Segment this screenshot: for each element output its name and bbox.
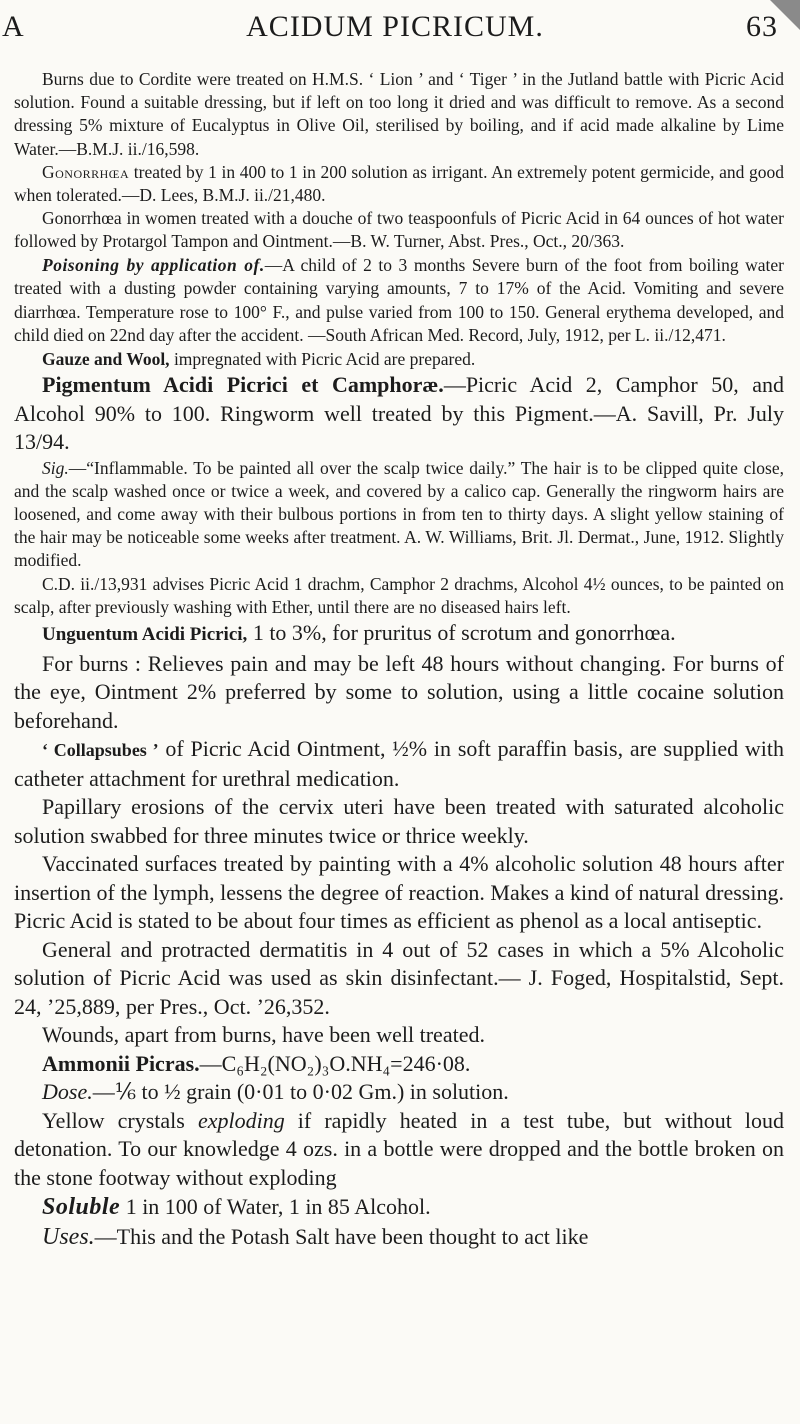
paragraph-ammonii-picras: Ammonii Picras.—C₆H₂(NO₂)₃O.NH₄=246·08. [42,1050,471,1076]
paragraph-heading: Sig. [42,457,69,478]
paragraph-heading: Ammonii Picras. [42,1050,200,1076]
paragraph-gonorrhoea-women: Gonorrhœa in women treated with a douche of two teaspoonfuls of Picric Acid in 64 ounces of hot water followed by Protargol Tampon and Ointment.—B. W. Turner, Abst. Pres., Oct., 20/363. [14,208,784,252]
paragraph-burns: For burns : Relieves pain and may be left 48 hours without changing. For burns of the eye, Ointment 2% preferred by some to solution, using a little cocaine solution beforehand. [14,650,784,733]
paragraph-yellow-crystals: Yellow crystals exploding if rapidly heated in a test tube, but without loud detonation. To our knowledge 4 ozs. in a bottle were dropped and the bottle broken on the stone footway without exploding [14,1107,785,1190]
paragraph-heading: Pigmentum Acidi Picrici et Camphoræ. [42,372,444,398]
paragraph-heading: ‘ Collapsubes ’ [42,740,159,761]
paragraph-heading: Gonorrhœa [42,161,130,182]
page-number: 63 [746,10,778,43]
paragraph-heading: Dose. [42,1079,93,1105]
paragraph-wounds: Wounds, apart from burns, have been well treated. [42,1022,485,1048]
paragraph-pigmentum: Pigmentum Acidi Picrici et Camphoræ.—Picric Acid 2, Camphor 50, and Alcohol 90% to 100. Ringworm well treated by this Pigment.—A. Savill, Pr. July 13/94. [14,372,784,455]
paragraph-gonorrhoea: Gonorrhœa treated by 1 in 400 to 1 in 200 solution as irrigant. An extremely potent germicide, and good when tolerated.—D. Lees, B.M.J. ii./21,480. [14,161,784,206]
paragraph-heading: Soluble [42,1194,121,1221]
paragraph-heading: Gauze and Wool, [42,348,170,369]
paragraph-sig: Sig.—“Inflammable. To be painted all over the scalp twice daily.” The hair is to be clipped quite close, and the scalp washed once or twice a week, and covered by a calico cap. Generally the ringworm hairs are loosened, and come away with their bulbous portions in from ten to thirty days. A slight yellow staining of the hair may be noticeable some weeks after treatment. A. W. Williams, Brit. Jl. Dermat., June, 1912. Slightly modified. [14,457,784,571]
paragraph-papillary-erosions: Papillary erosions of the cervix uteri have been treated with saturated alcoholic solution swabbed for three minutes twice or thrice weekly. [14,794,784,848]
paragraph-cordite-burns: Burns due to Cordite were treated on H.M.S. ‘ Lion ’ and ‘ Tiger ’ in the Jutland battle with Picric Acid solution. Found a suitable dressing, but if left on too long it dried and was difficult to remove. As a second dressing 5% mixture of Eucalyptus in Olive Oil, sterilised by boiling, and if acid made alkaline by Lime Water.—B.M.J. ii./16,598. [14,69,784,159]
page-body [14,68,784,1253]
paragraph-heading: Unguentum Acidi Picrici, [42,624,248,646]
header-section-letter: A [2,10,25,43]
paragraph-dose: Dose.—⅙ to ½ grain (0·01 to 0·02 Gm.) in solution. [42,1079,509,1105]
paragraph-dermatitis: General and protracted dermatitis in 4 out of 52 cases in which a 5% Alcoholic solution of Picric Acid was used as skin disinfectant.— J. Foged, Hospitalstid, Sept. 24, ’25,889, per Pres., Oct. ’26,352. [14,936,784,1019]
paragraph-heading: Poisoning by application of. [42,254,265,275]
paragraph-poisoning: Poisoning by application of.—A child of 2 to 3 months Severe burn of the foot from boiling water treated with a dusting powder containing varying amounts, 7 to 17% of the Acid. Vomiting and severe diarrhœa. Temperature rose to 100° F., and pulse varied from 100 to 150. General erythema developed, and child died on 22nd day after the accident. —South African Med. Record, July, 1912, per L. ii./12,471. [14,254,784,346]
page-title: ACIDUM PICRICUM. [246,10,544,43]
paragraph-uses: Uses.—This and the Potash Salt have been thought to act like [42,1224,589,1251]
paragraph-collapsubes: ‘ Collapsubes ’ of Picric Acid Ointment, ½% in soft paraffin basis, are supplied with catheter attachment for urethral medication. [14,736,784,791]
paragraph-heading: Uses. [42,1224,95,1251]
paragraph-soluble: Soluble 1 in 100 of Water, 1 in 85 Alcohol. [42,1194,431,1221]
running-header [0,10,790,50]
paragraph-cd-advice: C.D. ii./13,931 advises Picric Acid 1 drachm, Camphor 2 drachms, Alcohol 4½ ounces, to be painted on scalp, after previously washing with Ether, until there are no diseased hairs left. [14,573,784,617]
paragraph-gauze-wool: Gauze and Wool, impregnated with Picric Acid are prepared. [42,348,476,369]
paragraph-unguentum: Unguentum Acidi Picrici, 1 to 3%, for pruritus of scrotum and gonorrhœa. [42,620,676,646]
paragraph-vaccinated-surfaces: Vaccinated surfaces treated by painting with a 4% alcoholic solution 48 hours after insertion of the lymph, lessens the degree of reaction. Makes a kind of natural dressing. Picric Acid is stated to be about four times as efficient as phenol as a local antiseptic. [14,851,784,934]
